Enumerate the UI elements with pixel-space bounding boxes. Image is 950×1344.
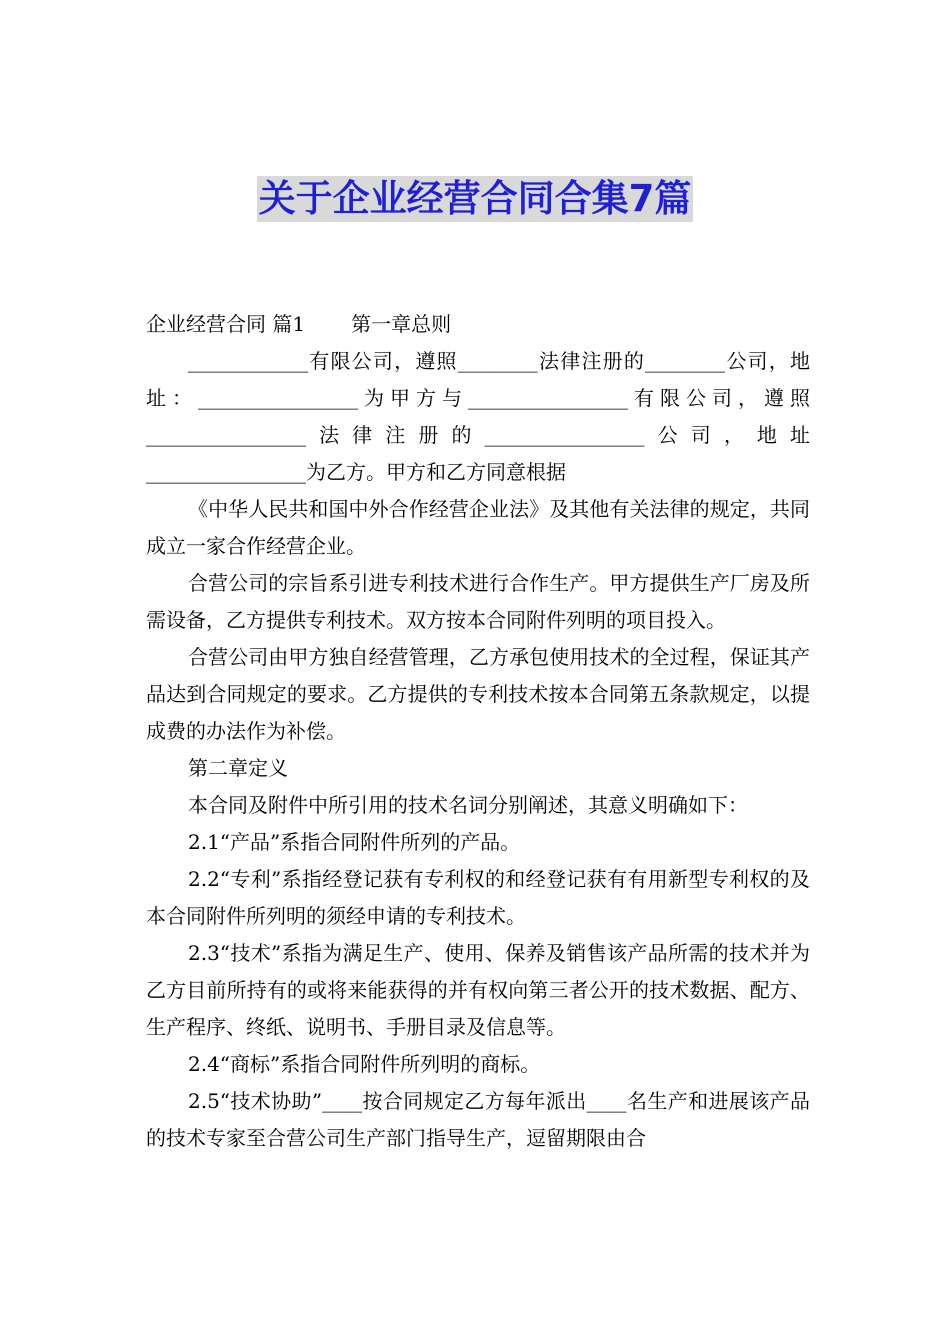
definition-2-2: 2.2“专利”系指经登记获有专利权的和经登记获有有用新型专利权的及本合同附件所列明的须经申请的专利技术。	[146, 867, 810, 928]
document-title: 关于企业经营合同合集7篇	[258, 177, 692, 220]
paragraph-management: 合营公司由甲方独自经营管理，乙方承包使用技术的全过程，保证其产品达到合同规定的要求。乙方提供的专利技术按本合同第五条款规定，以提成费的办法作为补偿。	[146, 645, 810, 743]
chapter-title: 第一章总则	[351, 312, 452, 336]
section-label: 企业经营合同 篇1	[146, 312, 306, 336]
definition-2-3: 2.3“技术”系指为满足生产、使用、保养及销售该产品所需的技术并为乙方目前所持有的或将来能获得的并有权向第三者公开的技术数据、配方、生产程序、终纸、说明书、手册目录及信息等。	[146, 941, 810, 1039]
paragraph-purpose: 合营公司的宗旨系引进专利技术进行合作生产。甲方提供生产厂房及所需设备，乙方提供专利技术。双方按本合同附件列明的项目投入。	[146, 571, 810, 632]
paragraph-definitions-intro: 本合同及附件中所引用的技术名词分别阐述，其意义明确如下：	[188, 793, 748, 817]
paragraph-parties: ____________有限公司，遵照________法律注册的________公司，地址：________________为甲方与________________有限公司，遵照________________法律注册的________________公司，地址________________为乙方。甲方和乙方同意根据	[146, 349, 810, 484]
chapter-two-heading: 第二章定义	[188, 756, 288, 780]
chapter-heading-line	[146, 306, 810, 343]
definition-2-1: 2.1“产品”系指合同附件所列的产品。	[188, 830, 521, 854]
definition-2-5: 2.5“技术协助”____按合同规定乙方每年派出____名生产和进展该产品的技术专家至合营公司生产部门指导生产，逗留期限由合	[146, 1089, 810, 1150]
title-container	[0, 176, 950, 222]
definition-2-4: 2.4“商标”系指合同附件所列明的商标。	[188, 1052, 541, 1076]
document-body	[146, 306, 810, 1157]
paragraph-law-reference: 《中华人民共和国中外合作经营企业法》及其他有关法律的规定，共同成立一家合作经营企业。	[146, 497, 810, 558]
